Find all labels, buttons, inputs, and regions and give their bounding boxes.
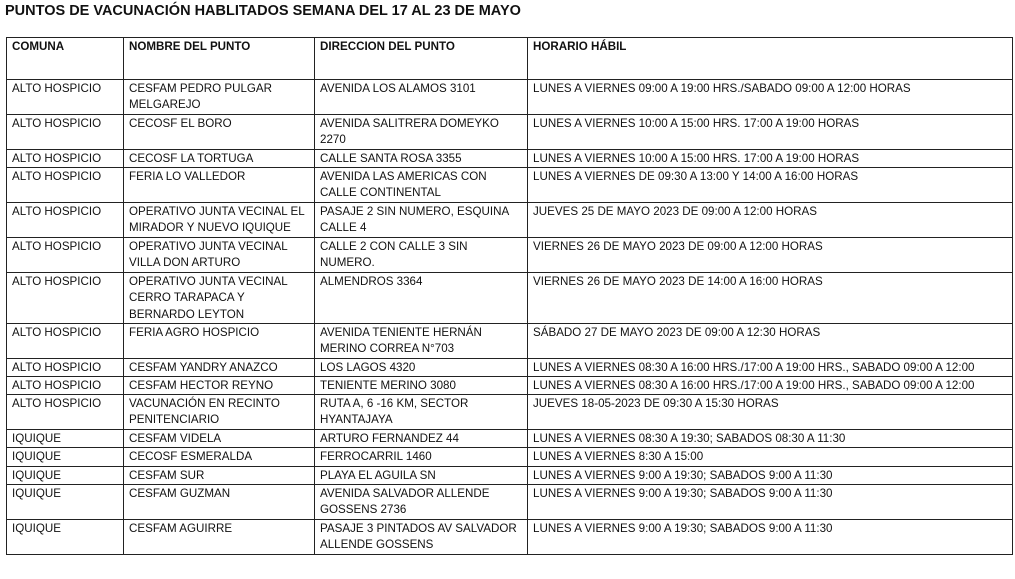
cell-nombre: CESFAM HECTOR REYNO bbox=[124, 377, 315, 395]
table-row bbox=[7, 430, 1013, 448]
header-horario-habil: HORARIO HÁBIL bbox=[528, 38, 1013, 80]
cell-nombre: CESFAM VIDELA bbox=[124, 430, 315, 448]
cell-comuna: ALTO HOSPICIO bbox=[7, 395, 124, 430]
cell-comuna: ALTO HOSPICIO bbox=[7, 238, 124, 273]
cell-comuna: ALTO HOSPICIO bbox=[7, 115, 124, 150]
cell-direccion: AVENIDA SALITRERA DOMEYKO 2270 bbox=[315, 115, 528, 150]
table-row bbox=[7, 115, 1013, 150]
table-row bbox=[7, 519, 1013, 554]
cell-nombre: CECOSF ESMERALDA bbox=[124, 448, 315, 466]
cell-nombre: OPERATIVO JUNTA VECINAL CERRO TARAPACA Y BERNARDO LEYTON bbox=[124, 273, 315, 324]
cell-horario: JUEVES 25 DE MAYO 2023 DE 09:00 A 12:00 HORAS bbox=[528, 203, 1013, 238]
cell-direccion: TENIENTE MERINO 3080 bbox=[315, 377, 528, 395]
cell-horario: JUEVES 18-05-2023 DE 09:30 A 15:30 HORAS bbox=[528, 395, 1013, 430]
cell-direccion: ALMENDROS 3364 bbox=[315, 273, 528, 324]
cell-comuna: ALTO HOSPICIO bbox=[7, 273, 124, 324]
table-row bbox=[7, 358, 1013, 376]
cell-direccion: PASAJE 2 SIN NUMERO, ESQUINA CALLE 4 bbox=[315, 203, 528, 238]
table-row bbox=[7, 484, 1013, 519]
header-direccion-del-punto: DIRECCION DEL PUNTO bbox=[315, 38, 528, 80]
cell-horario: VIERNES 26 DE MAYO 2023 DE 14:00 A 16:00 HORAS bbox=[528, 273, 1013, 324]
cell-comuna: ALTO HOSPICIO bbox=[7, 377, 124, 395]
cell-nombre: FERIA LO VALLEDOR bbox=[124, 168, 315, 203]
cell-horario: LUNES A VIERNES 10:00 A 15:00 HRS. 17:00 A 19:00 HORAS bbox=[528, 150, 1013, 168]
table-row bbox=[7, 395, 1013, 430]
cell-direccion: RUTA A, 6 -16 KM, SECTOR HYANTAJAYA bbox=[315, 395, 528, 430]
cell-comuna: ALTO HOSPICIO bbox=[7, 323, 124, 358]
cell-nombre: VACUNACIÓN EN RECINTO PENITENCIARIO bbox=[124, 395, 315, 430]
table-header-row bbox=[7, 38, 1013, 80]
cell-direccion: AVENIDA TENIENTE HERNÁN MERINO CORREA N°703 bbox=[315, 323, 528, 358]
table-row bbox=[7, 323, 1013, 358]
cell-horario: LUNES A VIERNES 08:30 A 16:00 HRS./17:00 A 19:00 HRS., SABADO 09:00 A 12:00 bbox=[528, 358, 1013, 376]
cell-comuna: ALTO HOSPICIO bbox=[7, 80, 124, 115]
header-comuna: COMUNA bbox=[7, 38, 124, 80]
cell-direccion: CALLE 2 CON CALLE 3 SIN NUMERO. bbox=[315, 238, 528, 273]
cell-nombre: FERIA AGRO HOSPICIO bbox=[124, 323, 315, 358]
cell-comuna: ALTO HOSPICIO bbox=[7, 168, 124, 203]
cell-direccion: AVENIDA LOS ALAMOS 3101 bbox=[315, 80, 528, 115]
cell-horario: LUNES A VIERNES DE 09:30 A 13:00 Y 14:00 A 16:00 HORAS bbox=[528, 168, 1013, 203]
cell-comuna: IQUIQUE bbox=[7, 466, 124, 484]
cell-horario: LUNES A VIERNES 08:30 A 19:30; SABADOS 08:30 A 11:30 bbox=[528, 430, 1013, 448]
table-row bbox=[7, 448, 1013, 466]
cell-horario: SÁBADO 27 DE MAYO 2023 DE 09:00 A 12:30 HORAS bbox=[528, 323, 1013, 358]
table-row bbox=[7, 203, 1013, 238]
cell-comuna: ALTO HOSPICIO bbox=[7, 358, 124, 376]
cell-nombre: CESFAM SUR bbox=[124, 466, 315, 484]
table-row bbox=[7, 80, 1013, 115]
cell-horario: LUNES A VIERNES 10:00 A 15:00 HRS. 17:00 A 19:00 HORAS bbox=[528, 115, 1013, 150]
cell-nombre: CECOSF EL BORO bbox=[124, 115, 315, 150]
cell-direccion: LOS LAGOS 4320 bbox=[315, 358, 528, 376]
cell-nombre: CECOSF LA TORTUGA bbox=[124, 150, 315, 168]
cell-direccion: PASAJE 3 PINTADOS AV SALVADOR ALLENDE GOSSENS bbox=[315, 519, 528, 554]
table-row bbox=[7, 273, 1013, 324]
cell-horario: LUNES A VIERNES 9:00 A 19:30; SABADOS 9:00 A 11:30 bbox=[528, 484, 1013, 519]
vaccination-points-table bbox=[6, 37, 1013, 555]
cell-nombre: CESFAM AGUIRRE bbox=[124, 519, 315, 554]
table-row bbox=[7, 377, 1013, 395]
cell-horario: VIERNES 26 DE MAYO 2023 DE 09:00 A 12:00 HORAS bbox=[528, 238, 1013, 273]
cell-comuna: IQUIQUE bbox=[7, 430, 124, 448]
cell-nombre: CESFAM YANDRY ANAZCO bbox=[124, 358, 315, 376]
cell-horario: LUNES A VIERNES 09:00 A 19:00 HRS./SABADO 09:00 A 12:00 HORAS bbox=[528, 80, 1013, 115]
cell-comuna: IQUIQUE bbox=[7, 519, 124, 554]
cell-comuna: ALTO HOSPICIO bbox=[7, 203, 124, 238]
cell-direccion: AVENIDA SALVADOR ALLENDE GOSSENS 2736 bbox=[315, 484, 528, 519]
cell-direccion: FERROCARRIL 1460 bbox=[315, 448, 528, 466]
cell-horario: LUNES A VIERNES 9:00 A 19:30; SABADOS 9:00 A 11:30 bbox=[528, 519, 1013, 554]
table-row bbox=[7, 150, 1013, 168]
cell-horario: LUNES A VIERNES 9:00 A 19:30; SABADOS 9:00 A 11:30 bbox=[528, 466, 1013, 484]
cell-nombre: CESFAM GUZMAN bbox=[124, 484, 315, 519]
cell-nombre: CESFAM PEDRO PULGAR MELGAREJO bbox=[124, 80, 315, 115]
cell-horario: LUNES A VIERNES 8:30 A 15:00 bbox=[528, 448, 1013, 466]
cell-direccion: ARTURO FERNANDEZ 44 bbox=[315, 430, 528, 448]
table-row bbox=[7, 238, 1013, 273]
header-nombre-del-punto: NOMBRE DEL PUNTO bbox=[124, 38, 315, 80]
cell-direccion: CALLE SANTA ROSA 3355 bbox=[315, 150, 528, 168]
cell-comuna: IQUIQUE bbox=[7, 484, 124, 519]
table-row bbox=[7, 168, 1013, 203]
cell-nombre: OPERATIVO JUNTA VECINAL VILLA DON ARTURO bbox=[124, 238, 315, 273]
cell-nombre: OPERATIVO JUNTA VECINAL EL MIRADOR Y NUEVO IQUIQUE bbox=[124, 203, 315, 238]
cell-horario: LUNES A VIERNES 08:30 A 16:00 HRS./17:00 A 19:00 HRS., SABADO 09:00 A 12:00 bbox=[528, 377, 1013, 395]
page-title: PUNTOS DE VACUNACIÓN HABLITADOS SEMANA DEL 17 AL 23 DE MAYO bbox=[5, 3, 521, 19]
table-row bbox=[7, 466, 1013, 484]
cell-comuna: ALTO HOSPICIO bbox=[7, 150, 124, 168]
cell-direccion: AVENIDA LAS AMERICAS CON CALLE CONTINENTAL bbox=[315, 168, 528, 203]
cell-direccion: PLAYA EL AGUILA SN bbox=[315, 466, 528, 484]
cell-comuna: IQUIQUE bbox=[7, 448, 124, 466]
